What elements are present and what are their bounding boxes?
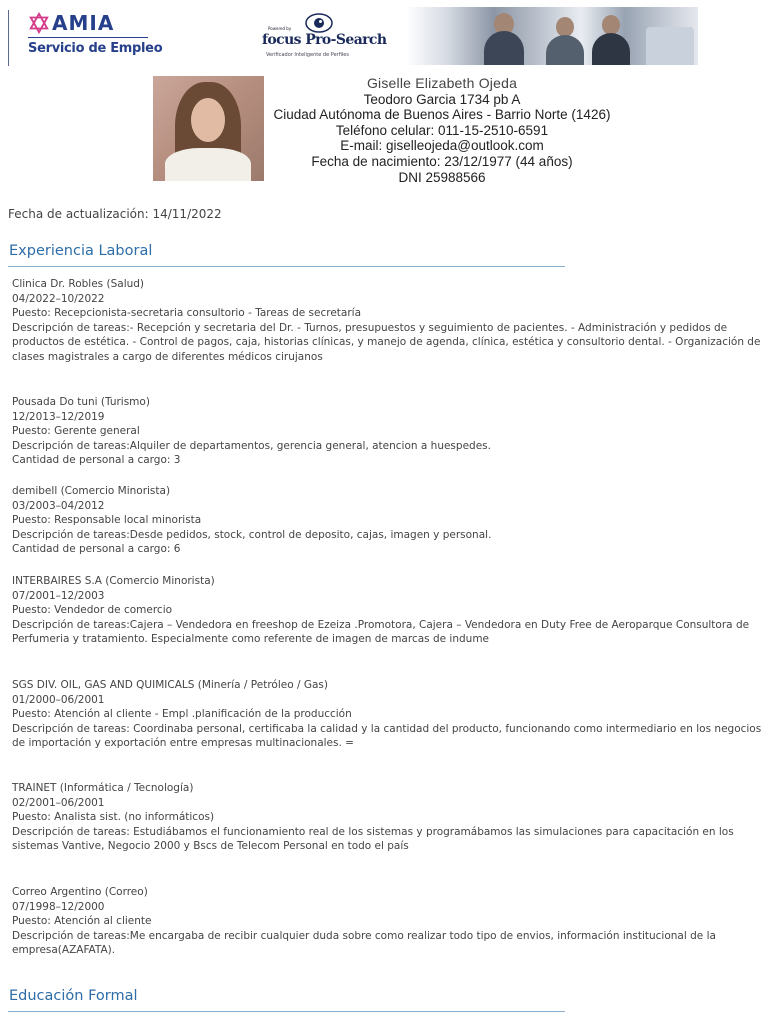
job-position: Puesto: Gerente general (12, 425, 140, 438)
job-company: Correo Argentino (Correo) (12, 886, 148, 898)
job-description: Descripción de tareas:Desde pedidos, stock, control de deposito, cajas, imagen y personal. (12, 528, 492, 541)
powered-by-label: Powered by (268, 26, 292, 31)
person-name: Giselle Elizabeth Ojeda (366, 75, 518, 91)
amia-wordmark: AMIA (52, 11, 115, 35)
job-company: SGS DIV. OIL, GAS AND QUIMICALS (Minería / Petróleo / Gas) (12, 679, 328, 691)
job-company: TRAINET (Informática / Tecnología) (12, 782, 194, 794)
amia-underline (28, 37, 148, 38)
eye-icon (304, 12, 334, 34)
experience-section-title: Experiencia Laboral (9, 243, 153, 259)
job-position: Puesto: Atención al cliente (12, 915, 152, 928)
job-company: Pousada Do tuni (Turismo) (12, 396, 150, 408)
job-company: Clinica Dr. Robles (Salud) (12, 278, 145, 290)
servicio-de-empleo-label: Servicio de Empleo (28, 41, 163, 56)
job-entry (12, 277, 768, 365)
address: Teodoro Garcia 1734 pb A (363, 91, 521, 107)
job-description: Descripción de tareas:Alquiler de departamentos, gerencia general, atencion a huespedes. (12, 439, 491, 452)
job-staff: Cantidad de personal a cargo: 6 (12, 543, 181, 556)
job-description: Descripción de tareas:Cajera – Vendedora en freeshop de Ezeiza .Promotora, Cajera – Vendedora en Duty Free de Aeroparque Consultora de Perfumeria y tratamiento. Especialmente como referente de imagen de marcas de indume (12, 618, 750, 646)
job-dates: 04/2022–10/2022 (12, 292, 105, 305)
email: E-mail: giselleojeda@outlook.com (340, 138, 544, 154)
page-header (0, 0, 768, 68)
amia-logo (28, 10, 162, 56)
education-section-title: Educación Formal (9, 988, 138, 1004)
job-dates: 02/2001–06/2001 (12, 796, 105, 809)
job-entry (12, 678, 768, 751)
job-entry (12, 484, 768, 557)
focus-tagline: Verificador Inteligente de Perfiles (266, 52, 349, 58)
job-staff: Cantidad de personal a cargo: 3 (12, 454, 181, 467)
job-dates: 07/1998–12/2000 (12, 900, 105, 913)
city: Ciudad Autónoma de Buenos Aires - Barrio Norte (1426) (273, 107, 611, 123)
job-position: Puesto: Responsable local minorista (12, 514, 202, 527)
job-description: Descripción de tareas: Coordinaba personal, certificaba la calidad y la cantidad del producto, funcionando como intermediario en los negocios de importación y exportación entre empresas multinacionales. = (12, 722, 762, 750)
dni: DNI 25988566 (398, 169, 486, 185)
job-entry (12, 781, 768, 854)
job-company: INTERBAIRES S.A (Comercio Minorista) (12, 575, 215, 587)
job-position: Puesto: Recepcionista-secretaria consultorio - Tareas de secretaría (12, 307, 362, 320)
job-dates: 01/2000–06/2001 (12, 693, 105, 706)
job-description: Descripción de tareas:- Recepción y secretaria del Dr. - Turnos, presupuestos y seguimiento de pacientes. - Administración y pedidos de productos de estética. - Control de pagos, caja, historias clínicas, y manejo de agenda, clínica, estética y consultorio dental. - Organización de clases magistrales a cargo de diferentes médicos cirujanos (12, 321, 761, 363)
job-description: Descripción de tareas:Me encargaba de recibir cualquier duda sobre como realizar todo tipo de envios, información institucional de la empresa(AZAFATA). (12, 929, 716, 957)
job-dates: 12/2013–12/2019 (12, 410, 105, 423)
job-position: Puesto: Vendedor de comercio (12, 604, 173, 617)
job-description: Descripción de tareas: Estudiábamos el funcionamiento real de los sistemas y programábamos las simulaciones para capacitación en los sistemas Vantive, Negocio 2000 y Bscs de Telecom Personal en todo el país (12, 825, 734, 853)
job-position: Puesto: Analista sist. (no informáticos) (12, 811, 215, 824)
header-banner-image (406, 7, 698, 65)
focus-pro-search-wordmark: focus Pro-Search (262, 32, 387, 48)
job-dates: 07/2001–12/2003 (12, 589, 105, 602)
birth-date: Fecha de nacimiento: 23/12/1977 (44 años) (311, 153, 573, 169)
job-entry (12, 395, 768, 468)
header-divider (8, 10, 9, 66)
job-position: Puesto: Atención al cliente - Empl .planificación de la producción (12, 708, 352, 721)
job-entry (12, 574, 768, 647)
personal-info (230, 76, 654, 185)
job-company: demibell (Comercio Minorista) (12, 485, 171, 497)
experience-section-rule (8, 266, 565, 267)
education-section-rule (8, 1011, 565, 1012)
update-date: Fecha de actualización: 14/11/2022 (8, 207, 222, 221)
phone: Teléfono celular: 011-15-2510-6591 (335, 122, 549, 138)
star-of-david-icon (28, 12, 50, 34)
job-entry (12, 885, 768, 958)
job-dates: 03/2003–04/2012 (12, 499, 105, 512)
